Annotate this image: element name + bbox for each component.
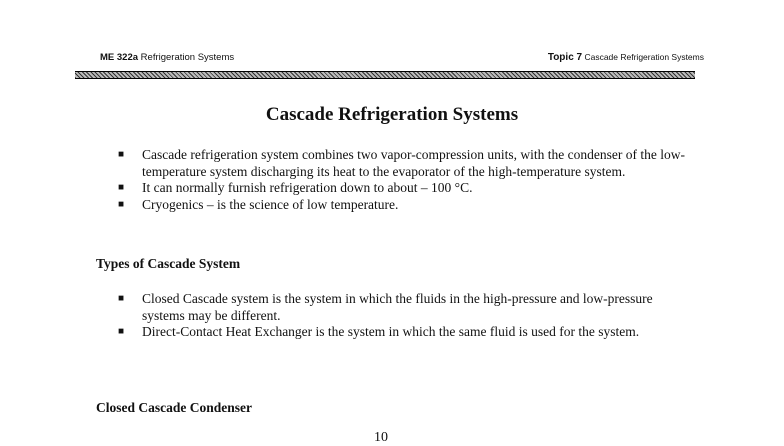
bullet-icon: ■ [118,182,125,193]
list-item [118,147,718,180]
list-item [118,197,718,214]
page-title: Cascade Refrigeration Systems [265,104,519,125]
page-number: 10 [374,430,388,445]
list-item-text: Cascade refrigeration system combines two vapor-compression units, with the condenser of the low-temperature system discharging its heat to the evaporator of the high-temperature system. [142,147,685,179]
list-item [118,324,698,341]
list-item-text: Closed Cascade system is the system in which the fluids in the high-pressure and low-pressure systems may be different. [142,291,653,323]
topic-label: Topic 7 [547,52,583,63]
intro-bullet-list [118,147,718,213]
list-item-text: Cryogenics – is the science of low temperature. [142,196,399,212]
bullet-icon: ■ [118,293,125,304]
bullet-icon: ■ [118,326,125,337]
course-code: ME 322a [100,52,139,63]
header-course [100,52,234,63]
topic-name: Cascade Refrigeration Systems [584,52,704,62]
list-item-text: It can normally furnish refrigeration down to about – 100 °C. [142,180,473,195]
bullet-icon: ■ [118,149,125,160]
types-bullet-list [118,291,698,341]
list-item [118,180,718,197]
header-topic [548,52,704,63]
bullet-icon: ■ [118,198,125,210]
section-heading-condenser: Closed Cascade Condenser [96,400,253,415]
list-item [118,291,698,324]
list-item-text: Direct-Contact Heat Exchanger is the system in which the same fluid is used for the system. [142,324,640,339]
header-rule [75,71,695,79]
course-name: Refrigeration Systems [140,52,235,63]
section-heading-types: Types of Cascade System [96,256,241,271]
